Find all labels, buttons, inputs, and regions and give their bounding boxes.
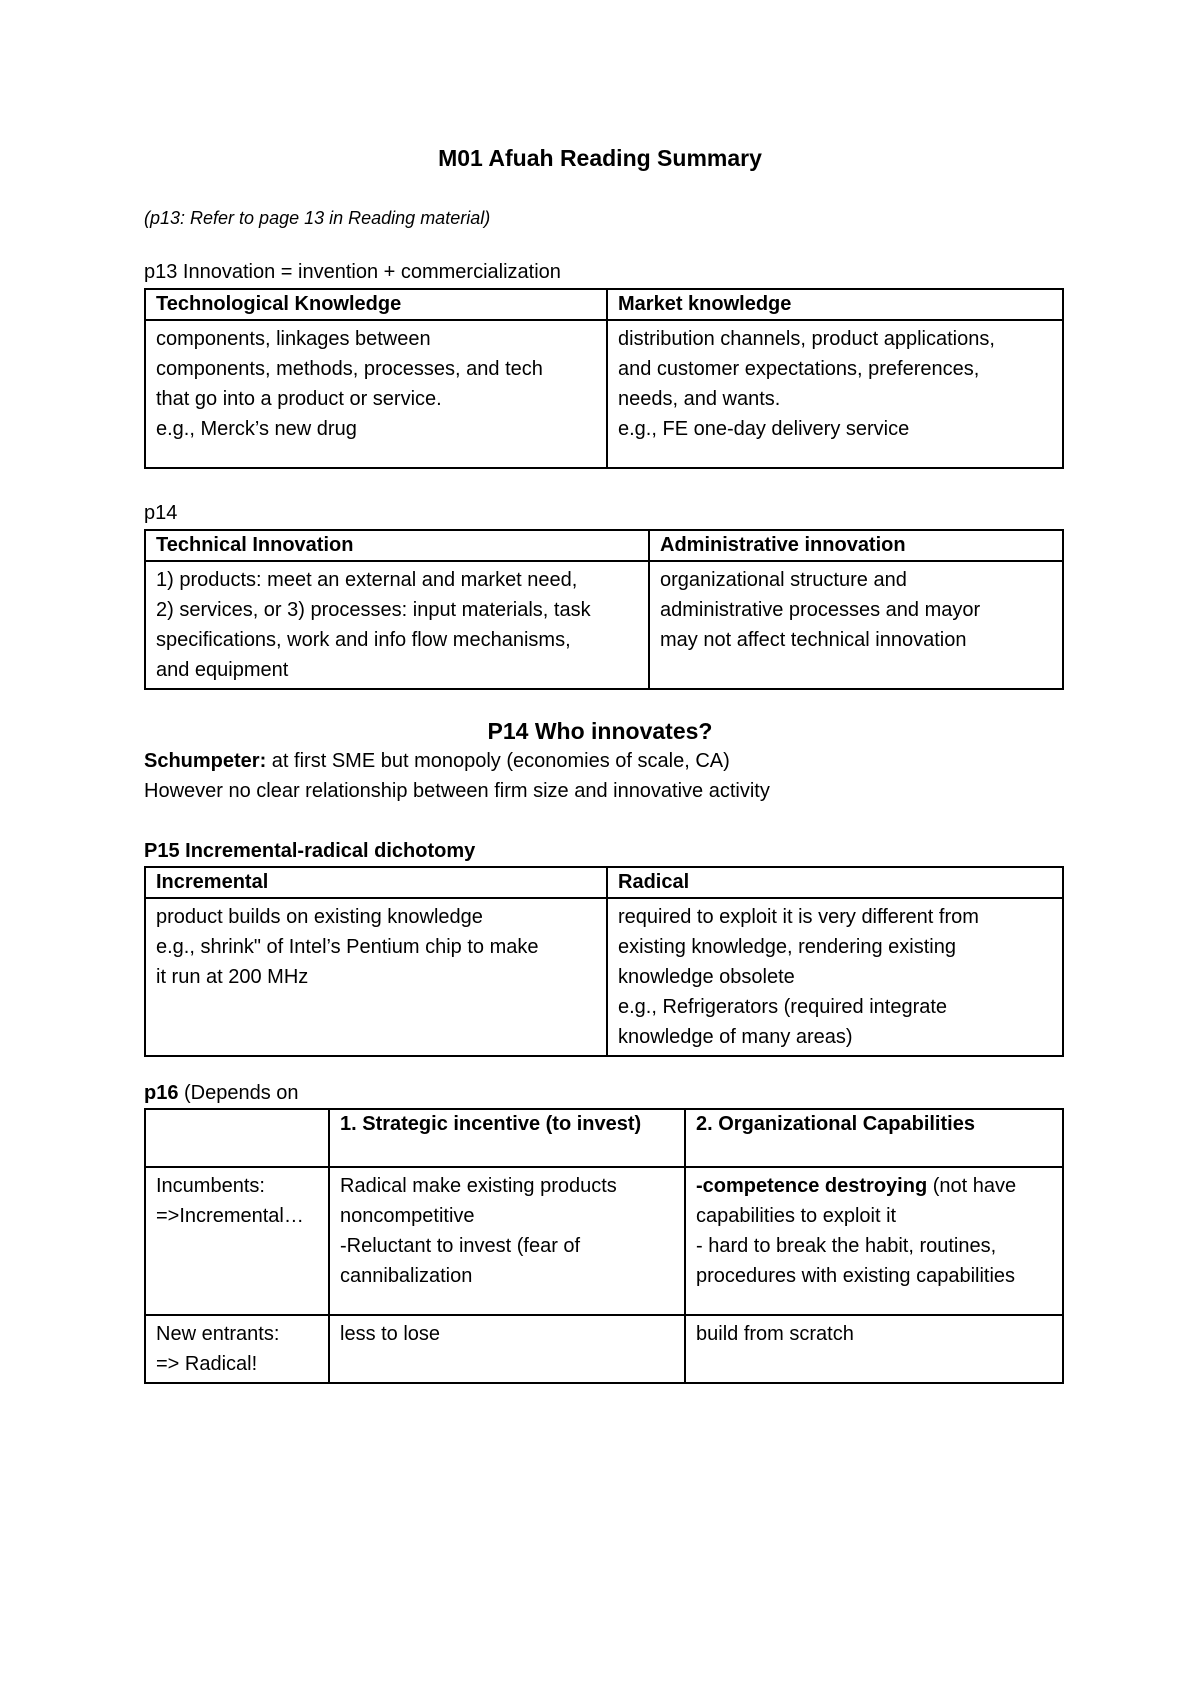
administrative-innovation-cell <box>649 561 1063 689</box>
p16-label-bold: p16 <box>144 1082 179 1104</box>
technological-knowledge-cell <box>145 320 607 468</box>
text-line: New entrants: <box>156 1323 280 1345</box>
empty-corner-cell <box>145 1109 329 1167</box>
incumbents-incentive-cell <box>329 1167 685 1315</box>
header-market-knowledge: Market knowledge <box>607 289 1063 320</box>
text-line: -Reluctant to invest (fear of <box>340 1235 581 1257</box>
radical-cell <box>607 898 1063 1056</box>
incremental-radical-table <box>144 866 1064 1057</box>
section-p15-label: P15 Incremental-radical dichotomy <box>144 840 476 862</box>
text-line: =>Incremental… <box>156 1205 304 1227</box>
new-entrants-capabilities-cell: build from scratch <box>685 1315 1063 1383</box>
innovation-type-table <box>144 529 1064 690</box>
text-line: product builds on existing knowledge <box>156 906 483 928</box>
text-line: - hard to break the habit, routines, <box>696 1235 997 1257</box>
new-entrants-incentive-cell: less to lose <box>329 1315 685 1383</box>
p16-label-rest: (Depends on <box>178 1082 299 1104</box>
header-radical: Radical <box>607 867 1063 898</box>
text-line: components, linkages between <box>156 328 431 350</box>
header-strategic-incentive: 1. Strategic incentive (to invest) <box>329 1109 685 1167</box>
text-line: 2) services, or 3) processes: input materials, task <box>156 599 591 621</box>
new-entrants-label-cell <box>145 1315 329 1383</box>
text-line: procedures with existing capabilities <box>696 1265 1016 1287</box>
text-line: components, methods, processes, and tech <box>156 358 543 380</box>
incremental-cell <box>145 898 607 1056</box>
schumpeter-label: Schumpeter: <box>144 750 267 772</box>
text-line <box>696 1171 1052 1201</box>
text-line: => Radical! <box>156 1353 258 1375</box>
schumpeter-line <box>144 750 730 773</box>
text-line: e.g., Refrigerators (required integrate <box>618 996 948 1018</box>
competence-destroying-bold: -competence destroying <box>696 1175 928 1197</box>
text-line: e.g., Merck’s new drug <box>156 418 357 440</box>
section-p14-label: p14 <box>144 502 178 524</box>
text-line: required to exploit it is very different from <box>618 906 979 928</box>
text-line: e.g., FE one-day delivery service <box>618 418 910 440</box>
text-line: it run at 200 MHz <box>156 966 309 988</box>
competence-destroying-rest: (not have <box>927 1175 1017 1197</box>
text-line: noncompetitive <box>340 1205 475 1227</box>
header-organizational-capabilities: 2. Organizational Capabilities <box>685 1109 1063 1167</box>
schumpeter-text: at first SME but monopoly (economies of scale, CA) <box>266 750 730 772</box>
text-line: that go into a product or service. <box>156 388 442 410</box>
text-line: Radical make existing products <box>340 1175 617 1197</box>
text-line: needs, and wants. <box>618 388 781 410</box>
text-line: and customer expectations, preferences, <box>618 358 980 380</box>
reference-note: (p13: Refer to page 13 in Reading material) <box>144 208 491 228</box>
text-line: may not affect technical innovation <box>660 629 967 651</box>
text-line: organizational structure and <box>660 569 907 591</box>
incumbents-capabilities-cell <box>685 1167 1063 1315</box>
text-line: 1) products: meet an external and market need, <box>156 569 578 591</box>
text-line: distribution channels, product applications, <box>618 328 995 350</box>
header-incremental: Incremental <box>145 867 607 898</box>
technical-innovation-cell <box>145 561 649 689</box>
text-line: specifications, work and info flow mechanisms, <box>156 629 571 651</box>
header-administrative-innovation: Administrative innovation <box>649 530 1063 561</box>
text-line: e.g., shrink" of Intel’s Pentium chip to make <box>156 936 539 958</box>
market-knowledge-cell <box>607 320 1063 468</box>
header-technical-innovation: Technical Innovation <box>145 530 649 561</box>
header-technological-knowledge: Technological Knowledge <box>145 289 607 320</box>
incumbents-entrants-table <box>144 1108 1064 1384</box>
section-p16-label <box>144 1082 299 1105</box>
text-line: knowledge of many areas) <box>618 1026 853 1048</box>
incumbents-label-cell <box>145 1167 329 1315</box>
text-line: administrative processes and mayor <box>660 599 981 621</box>
section-p13-label: p13 Innovation = invention + commercialization <box>144 261 561 283</box>
text-line: knowledge obsolete <box>618 966 795 988</box>
who-innovates-heading: P14 Who innovates? <box>487 718 713 744</box>
document-title: M01 Afuah Reading Summary <box>438 145 762 171</box>
text-line: cannibalization <box>340 1265 473 1287</box>
text-line: existing knowledge, rendering existing <box>618 936 956 958</box>
text-line: and equipment <box>156 659 289 681</box>
text-line: Incumbents: <box>156 1175 265 1197</box>
knowledge-table <box>144 288 1064 469</box>
firm-size-line: However no clear relationship between firm size and innovative activity <box>144 780 770 802</box>
text-line: capabilities to exploit it <box>696 1205 897 1227</box>
